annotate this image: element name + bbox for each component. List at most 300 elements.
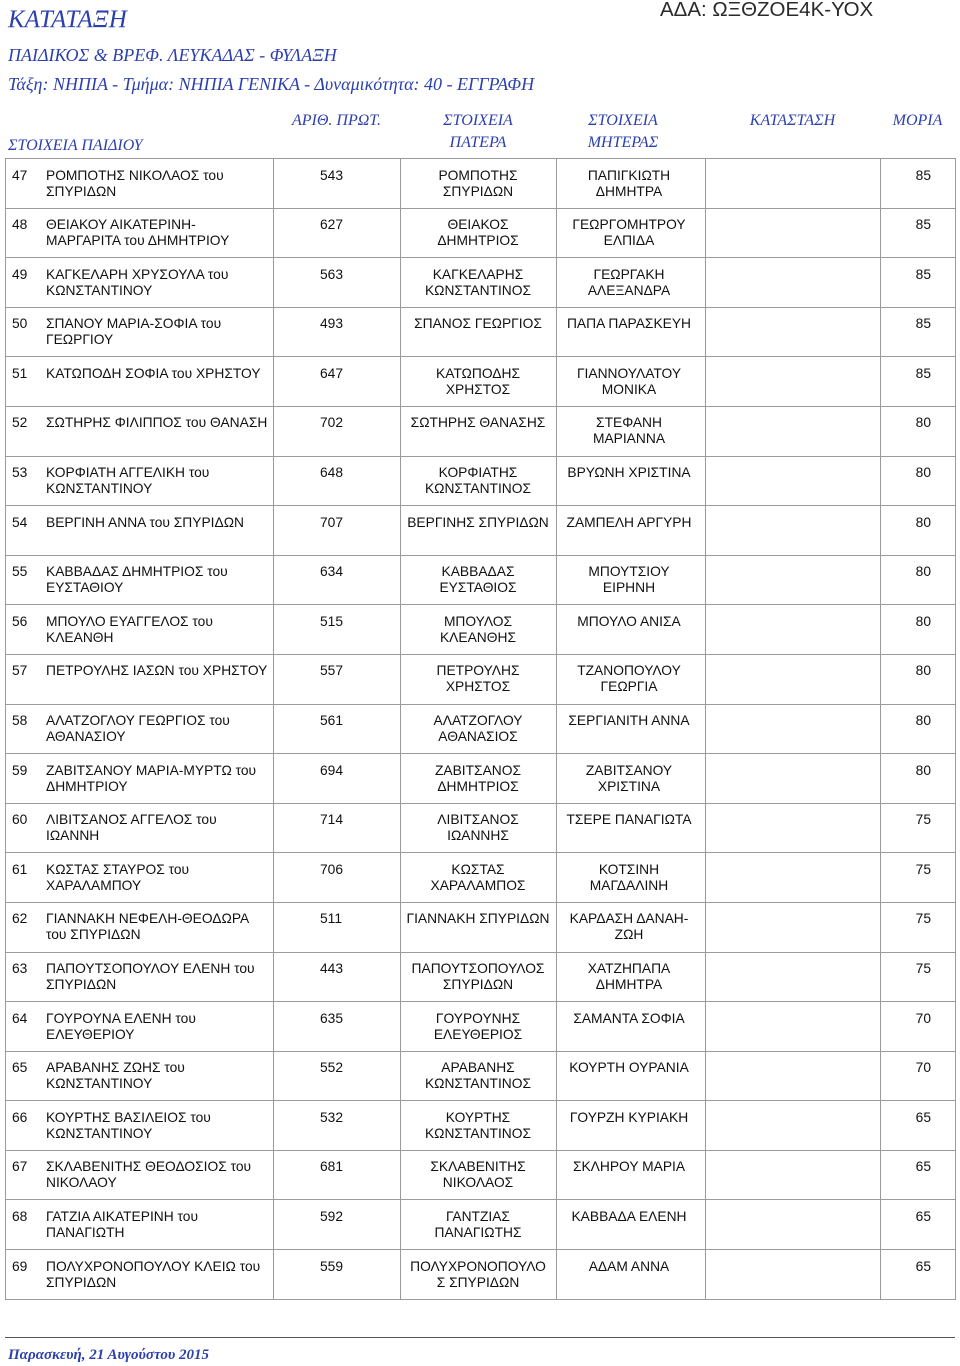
table-row <box>5 804 955 854</box>
mother-name <box>556 1011 702 1027</box>
father-name <box>400 217 556 249</box>
mother-name-line: ΠΑΠΙΓΚΙΩΤΗ <box>587 167 671 183</box>
father-name-line: ΜΠΟΥΛΟΣ <box>443 613 513 629</box>
column-header-mother-line: ΜΗΤΕΡΑΣ <box>587 134 659 151</box>
table-row <box>5 1151 955 1201</box>
points: 80 <box>915 762 931 778</box>
child-name-line: ΣΚΛΑΒΕΝΙΤΗΣ ΘΕΟΔΟΣΙΟΣ του <box>46 1159 252 1175</box>
father-name-line: ΡΟΜΠΟΤΗΣ <box>438 167 518 183</box>
father-name <box>400 911 556 927</box>
table-row <box>5 556 955 606</box>
mother-name-line: ΣΤΕΦΑΝΗ <box>596 415 662 431</box>
mother-name-line: ΤΖΑΝΟΠΟΥΛΟΥ <box>577 663 681 679</box>
mother-name <box>556 1259 702 1275</box>
child-name-line: ΑΛΑΤΖΟΓΛΟΥ ΓΕΩΡΓΙΟΣ του <box>46 713 230 729</box>
table-row <box>5 1002 955 1052</box>
mother-name-line: ΕΛΠΙΔΑ <box>603 233 655 249</box>
child-name <box>46 614 213 646</box>
mother-name-line: ΠΑΠΑ ΠΑΡΑΣΚΕΥΗ <box>566 316 692 332</box>
child-name-line: ΣΠΑΝΟΥ ΜΑΡΙΑ-ΣΟΦΙΑ του <box>46 316 222 332</box>
table-row <box>5 1200 955 1250</box>
child-name <box>46 515 244 531</box>
points: 85 <box>915 266 931 282</box>
points: 85 <box>915 365 931 381</box>
father-name <box>400 763 556 795</box>
table-row <box>5 853 955 903</box>
column-header-father-line: ΣΤΟΙΧΕΙΑ <box>443 112 513 129</box>
mother-name-line: ΓΕΩΡΓΙΑ <box>600 679 658 695</box>
table-row <box>5 655 955 705</box>
father-name-line: ΣΠΑΝΟΣ ΓΕΩΡΓΙΟΣ <box>414 316 542 332</box>
row-number: 59 <box>12 762 28 778</box>
mother-name-line: ΚΟΥΡΤΗ ΟΥΡΑΝΙΑ <box>569 1060 689 1076</box>
father-name-line: ΛΙΒΙΤΣΑΝΟΣ <box>437 812 519 828</box>
father-name-line: ΓΑΝΤΖΙΑΣ <box>446 1208 510 1224</box>
row-number: 52 <box>12 415 28 431</box>
protocol-number: 493 <box>320 316 344 332</box>
mother-name-line: ΧΑΤΖΗΠΑΠΑ <box>587 961 671 976</box>
mother-name-line: ΜΠΟΥΤΣΙΟΥ <box>588 564 670 580</box>
protocol-number: 706 <box>320 861 344 877</box>
protocol-number: 647 <box>320 365 344 381</box>
child-name-line: ΜΠΟΥΛΟ ΕΥΑΓΓΕΛΟΣ του <box>46 613 213 629</box>
child-name <box>46 267 228 299</box>
father-name-line: ΔΗΜΗΤΡΙΟΣ <box>437 233 519 249</box>
mother-name-line: ΜΑΡΙΑΝΝΑ <box>592 431 666 447</box>
child-name <box>46 1011 196 1043</box>
table-row <box>5 953 955 1003</box>
child-name-line: ΒΕΡΓΙΝΗ ΑΝΝΑ του ΣΠΥΡΙΔΩΝ <box>46 514 244 530</box>
points: 70 <box>915 1060 931 1076</box>
father-name <box>400 812 556 844</box>
points: 80 <box>915 415 931 431</box>
child-name-line: του ΣΠΥΡΙΔΩΝ <box>46 927 141 943</box>
table-row <box>5 308 955 358</box>
child-name-line: ΓΟΥΡΟΥΝΑ ΕΛΕΝΗ του <box>46 1010 196 1026</box>
mother-name <box>556 168 702 200</box>
father-name <box>400 415 556 431</box>
father-name-line: ΚΛΕΑΝΘΗΣ <box>439 629 516 645</box>
child-name-line: ΝΙΚΟΛΑΟΥ <box>46 1175 117 1191</box>
child-name <box>46 217 229 249</box>
mother-name-line: ΖΑΜΠΕΛΗ ΑΡΓΥΡΗ <box>566 514 692 530</box>
mother-name <box>556 961 702 993</box>
row-number: 48 <box>12 217 28 233</box>
table-body <box>5 158 955 1300</box>
column-header-points: ΜΟΡΙΑ <box>892 112 943 129</box>
father-name-line: ΠΑΠΟΥΤΣΟΠΟΥΛΟΣ <box>411 961 545 976</box>
father-name-line: ΣΠΥΡΙΔΩΝ <box>442 977 514 992</box>
points: 65 <box>915 1258 931 1274</box>
row-number: 58 <box>12 713 28 729</box>
points: 75 <box>915 812 931 828</box>
column-header-child: ΣΤΟΙΧΕΙΑ ΠΑΙΔΙΟΥ <box>8 137 143 154</box>
father-name-line: ΚΩΝΣΤΑΝΤΙΝΟΣ <box>424 1125 532 1141</box>
child-name-line: ΠΑΠΟΥΤΣΟΠΟΥΛΟΥ ΕΛΕΝΗ του <box>46 961 255 976</box>
father-name <box>400 1159 556 1191</box>
protocol-number: 532 <box>320 1109 344 1125</box>
child-name-line: ΕΛΕΥΘΕΡΙΟΥ <box>46 1026 135 1042</box>
father-name-line: ΑΡΑΒΑΝΗΣ <box>441 1060 515 1076</box>
row-number: 62 <box>12 911 28 927</box>
points: 85 <box>915 167 931 183</box>
child-name-line: ΣΠΥΡΙΔΩΝ <box>46 1274 117 1290</box>
mother-name-line: ΤΣΕΡΕ ΠΑΝΑΓΙΩΤΑ <box>566 812 692 828</box>
mother-name-line: ΜΟΝΙΚΑ <box>601 381 657 397</box>
protocol-number: 592 <box>320 1208 344 1224</box>
row-number: 68 <box>12 1208 28 1224</box>
father-name <box>400 267 556 299</box>
father-name-line: ΠΕΤΡΟΥΛΗΣ <box>436 663 520 679</box>
child-name-line: ΜΑΡΓΑΡΙΤΑ του ΔΗΜΗΤΡΙΟΥ <box>46 233 230 249</box>
father-name-line: ΧΑΡΑΛΑΜΠΟΣ <box>430 877 526 893</box>
protocol-number: 648 <box>320 465 344 481</box>
column-header-mother-line: ΣΤΟΙΧΕΙΑ <box>588 112 658 129</box>
footer-divider <box>5 1337 955 1338</box>
father-name-line: ΧΡΗΣΤΟΣ <box>445 381 511 397</box>
row-number: 57 <box>12 663 28 679</box>
father-name <box>400 614 556 646</box>
child-name-line: ΚΩΝΣΤΑΝΤΙΝΟΥ <box>46 282 153 298</box>
mother-name <box>556 713 702 729</box>
child-name <box>46 1259 260 1291</box>
ada-code: ΑΔΑ: ΩΞΘΖΟΕ4Κ-ΥΟΧ <box>660 0 874 21</box>
protocol-number: 702 <box>320 415 344 431</box>
child-name-line: ΚΩΝΣΤΑΝΤΙΝΟΥ <box>46 1125 153 1141</box>
child-name-line: ΖΑΒΙΤΣΑΝΟΥ ΜΑΡΙΑ-ΜΥΡΤΩ του <box>46 762 257 778</box>
points: 70 <box>915 1010 931 1026</box>
father-name-line: ΣΠΥΡΙΔΩΝ <box>442 183 514 199</box>
column-header-protocol: ΑΡΙΘ. ΠΡΩΤ. <box>291 112 382 129</box>
row-number: 67 <box>12 1159 28 1175</box>
points: 85 <box>915 217 931 233</box>
child-name <box>46 168 224 200</box>
child-name <box>46 911 249 943</box>
child-name-line: ΣΩΤΗΡΗΣ ΦΙΛΙΠΠΟΣ του ΘΑΝΑΣΗ <box>46 415 268 431</box>
father-name-line: ΓΙΑΝΝΑΚΗ ΣΠΥΡΙΔΩΝ <box>406 911 550 927</box>
column-header-father <box>400 110 556 154</box>
mother-name-line: ΔΗΜΗΤΡΑ <box>595 183 663 199</box>
protocol-number: 714 <box>320 812 344 828</box>
row-number: 55 <box>12 564 28 580</box>
protocol-number: 681 <box>320 1159 344 1175</box>
mother-name <box>556 564 702 596</box>
points: 65 <box>915 1208 931 1224</box>
mother-name-line: ΓΟΥΡΖΗ ΚΥΡΙΑΚΗ <box>569 1109 689 1125</box>
father-name <box>400 465 556 497</box>
child-name <box>46 1159 251 1191</box>
table-row <box>5 1250 955 1300</box>
child-name <box>46 812 217 844</box>
mother-name-line: ΒΡΥΩΝΗ ΧΡΙΣΤΙΝΑ <box>567 465 691 481</box>
mother-name-line: ΓΕΩΡΓΟΜΗΤΡΟΥ <box>572 217 686 233</box>
child-name <box>46 1110 211 1142</box>
table-row <box>5 457 955 507</box>
mother-name <box>556 1110 702 1126</box>
table-row <box>5 754 955 804</box>
points: 65 <box>915 1109 931 1125</box>
child-name-line: ΛΙΒΙΤΣΑΝΟΣ ΑΓΓΕΛΟΣ του <box>46 812 217 828</box>
child-name <box>46 763 256 795</box>
table-row <box>5 1052 955 1102</box>
child-name-line: ΚΑΤΩΠΟΔΗ ΣΟΦΙΑ του ΧΡΗΣΤΟΥ <box>46 365 261 381</box>
column-divider <box>273 158 274 1300</box>
mother-name <box>556 862 702 894</box>
child-name <box>46 1060 185 1092</box>
table-row <box>5 407 955 457</box>
child-name-line: ΕΥΣΤΑΘΙΟΥ <box>46 580 124 596</box>
row-number: 66 <box>12 1109 28 1125</box>
child-name-line: ΠΟΛΥΧΡΟΝΟΠΟΥΛΟΥ ΚΛΕΙΩ του <box>46 1258 261 1274</box>
father-name-line: ΚΩΝΣΤΑΝΤΙΝΟΣ <box>424 282 532 298</box>
father-name <box>400 564 556 596</box>
mother-name <box>556 515 702 531</box>
mother-name <box>556 1209 702 1225</box>
mother-name <box>556 267 702 299</box>
father-name-line: ΣΩΤΗΡΗΣ ΘΑΝΑΣΗΣ <box>410 415 546 431</box>
row-number: 61 <box>12 861 28 877</box>
points: 75 <box>915 861 931 877</box>
institution-title: ΠΑΙΔΙΚΟΣ & ΒΡΕΦ. ΛΕΥΚΑΔΑΣ - ΦΥΛΑΞΗ <box>8 45 337 65</box>
father-name <box>400 1110 556 1142</box>
mother-name <box>556 217 702 249</box>
father-name <box>400 515 556 531</box>
column-divider <box>880 158 881 1300</box>
row-number: 49 <box>12 266 28 282</box>
child-name-line: ΣΠΥΡΙΔΩΝ <box>46 183 117 199</box>
column-divider <box>556 158 557 1300</box>
table-row <box>5 605 955 655</box>
points: 65 <box>915 1159 931 1175</box>
mother-name-line: ΣΕΡΓΙΑΝΙΤΗ ΑΝΝΑ <box>568 713 690 729</box>
protocol-number: 443 <box>320 961 344 976</box>
father-name-line: ΑΘΑΝΑΣΙΟΣ <box>438 729 518 745</box>
father-name-line: ΑΛΑΤΖΟΓΛΟΥ <box>433 713 523 729</box>
mother-name-line: ΖΑΒΙΤΣΑΝΟΥ <box>585 762 673 778</box>
father-name-line: ΠΟΛΥΧΡΟΝΟΠΟΥΛΟ <box>410 1258 546 1274</box>
mother-name-line: ΚΟΤΣΙΝΗ <box>598 861 660 877</box>
child-name-line: ΡΟΜΠΟΤΗΣ ΝΙΚΟΛΑΟΣ του <box>46 167 224 183</box>
document-title: ΚΑΤΑΤΑΞΗ <box>8 6 127 33</box>
protocol-number: 563 <box>320 266 344 282</box>
row-number: 51 <box>12 365 28 381</box>
protocol-number: 515 <box>320 613 344 629</box>
row-number: 65 <box>12 1060 28 1076</box>
child-name-line: ΧΑΡΑΛΑΜΠΟΥ <box>46 877 142 893</box>
mother-name <box>556 812 702 828</box>
mother-name-line: ΕΙΡΗΝΗ <box>602 580 656 596</box>
mother-name-line: ΔΗΜΗΤΡΑ <box>595 977 663 992</box>
class-info: Τάξη: ΝΗΠΙΑ - Τμήμα: ΝΗΠΙΑ ΓΕΝΙΚΑ - Δυναμικότητα: 40 - ΕΓΓΡΑΦΗ <box>8 74 535 94</box>
father-name <box>400 1259 556 1291</box>
child-name <box>46 316 221 348</box>
father-name-line: ΔΗΜΗΤΡΙΟΣ <box>437 778 519 794</box>
points: 85 <box>915 316 931 332</box>
table-border-right <box>955 158 956 1300</box>
father-name-line: ΚΩΝΣΤΑΝΤΙΝΟΣ <box>424 481 532 497</box>
mother-name-line: ΓΙΑΝΝΟΥΛΑΤΟΥ <box>576 365 682 381</box>
mother-name-line: ΜΑΓΔΑΛΙΝΗ <box>589 877 669 893</box>
child-name <box>46 961 255 993</box>
protocol-number: 694 <box>320 762 344 778</box>
child-name <box>46 415 267 431</box>
row-number: 56 <box>12 613 28 629</box>
table-row <box>5 506 955 556</box>
mother-name-line: ΧΡΙΣΤΙΝΑ <box>597 778 661 794</box>
father-name-line: ΖΑΒΙΤΣΑΝΟΣ <box>434 762 522 778</box>
mother-name <box>556 465 702 481</box>
protocol-number: 634 <box>320 564 344 580</box>
child-name-line: ΚΛΕΑΝΘΗ <box>46 629 114 645</box>
points: 80 <box>915 465 931 481</box>
child-name <box>46 663 267 679</box>
child-name-line: ΓΙΑΝΝΑΚΗ ΝΕΦΕΛΗ-ΘΕΟΔΩΡΑ <box>46 911 250 927</box>
mother-name <box>556 366 702 398</box>
mother-name <box>556 316 702 332</box>
protocol-number: 707 <box>320 514 344 530</box>
father-name <box>400 1011 556 1043</box>
father-name <box>400 663 556 695</box>
child-name-line: ΠΕΤΡΟΥΛΗΣ ΙΑΣΩΝ του ΧΡΗΣΤΟΥ <box>46 663 268 679</box>
points: 80 <box>915 514 931 530</box>
table-row <box>5 209 955 259</box>
column-header-status: ΚΑΤΑΣΤΑΣΗ <box>749 112 836 129</box>
father-name-line: ΚΑΒΒΑΔΑΣ <box>441 564 515 580</box>
mother-name-line: ΚΑΡΔΑΣΗ ΔΑΝΑΗ- <box>569 911 689 927</box>
column-header-mother <box>550 110 696 154</box>
mother-name-line: ΚΑΒΒΑΔΑ ΕΛΕΝΗ <box>571 1208 687 1224</box>
protocol-number: 561 <box>320 713 344 729</box>
father-name <box>400 1060 556 1092</box>
father-name <box>400 168 556 200</box>
mother-name <box>556 763 702 795</box>
row-number: 63 <box>12 961 28 976</box>
child-name-line: ΚΑΒΒΑΔΑΣ ΔΗΜΗΤΡΙΟΣ του <box>46 564 228 580</box>
child-name <box>46 366 261 382</box>
father-name-line: ΘΕΙΑΚΟΣ <box>447 217 509 233</box>
table-row <box>5 1101 955 1151</box>
father-name-line: ΠΑΝΑΓΙΩΤΗΣ <box>434 1224 522 1240</box>
child-name-line: ΑΘΑΝΑΣΙΟΥ <box>46 729 126 745</box>
mother-name-line: ΜΠΟΥΛΟ ΑΝΙΣΑ <box>577 613 681 629</box>
mother-name-line: ΖΩΗ <box>614 927 644 943</box>
father-name <box>400 316 556 332</box>
child-name-line: ΑΡΑΒΑΝΗΣ ΖΩΗΣ του <box>46 1060 185 1076</box>
mother-name <box>556 911 702 943</box>
table-row <box>5 705 955 755</box>
father-name-line: ΚΑΤΩΠΟΔΗΣ <box>436 365 520 381</box>
child-name <box>46 1209 198 1241</box>
father-name-line: ΣΚΛΑΒΕΝΙΤΗΣ <box>430 1159 526 1175</box>
child-name-line: ΚΟΥΡΤΗΣ ΒΑΣΙΛΕΙΟΣ του <box>46 1109 211 1125</box>
table-row <box>5 258 955 308</box>
child-name-line: ΣΠΥΡΙΔΩΝ <box>46 977 117 992</box>
row-number: 54 <box>12 514 28 530</box>
mother-name-line: ΣΚΛΗΡΟΥ ΜΑΡΙΑ <box>572 1159 686 1175</box>
father-name-line: ΕΛΕΥΘΕΡΙΟΣ <box>433 1026 523 1042</box>
protocol-number: 511 <box>320 911 342 927</box>
child-name-line: ΓΕΩΡΓΙΟΥ <box>46 332 114 348</box>
protocol-number: 635 <box>320 1010 344 1026</box>
child-name-line: ΙΩΑΝΝΗ <box>46 828 100 844</box>
father-name-line: ΚΩΝΣΤΑΝΤΙΝΟΣ <box>424 1076 532 1092</box>
child-name <box>46 862 189 894</box>
father-name-line: ΕΥΣΤΑΘΙΟΣ <box>439 580 517 596</box>
father-name-line: ΧΡΗΣΤΟΣ <box>445 679 511 695</box>
table-border-left <box>5 158 6 1300</box>
row-number: 53 <box>12 465 28 481</box>
points: 80 <box>915 613 931 629</box>
child-name-line: ΠΑΝΑΓΙΩΤΗ <box>46 1224 125 1240</box>
results-table <box>0 158 960 1300</box>
mother-name-line: ΓΕΩΡΓΑΚΗ <box>593 266 665 282</box>
row-number: 64 <box>12 1010 28 1026</box>
father-name <box>400 1209 556 1241</box>
mother-name <box>556 663 702 695</box>
row-number: 47 <box>12 167 28 183</box>
table-row <box>5 159 955 209</box>
father-name <box>400 961 556 993</box>
child-name-line: ΚΟΡΦΙΑΤΗ ΑΓΓΕΛΙΚΗ του <box>46 465 210 481</box>
protocol-number: 627 <box>320 217 344 233</box>
father-name <box>400 713 556 745</box>
row-number: 50 <box>12 316 28 332</box>
child-name-line: ΚΩΝΣΤΑΝΤΙΝΟΥ <box>46 481 153 497</box>
father-name-line: ΓΟΥΡΟΥΝΗΣ <box>435 1010 521 1026</box>
points: 80 <box>915 663 931 679</box>
table-row <box>5 357 955 407</box>
points: 75 <box>915 911 931 927</box>
child-name <box>46 564 228 596</box>
protocol-number: 559 <box>320 1258 344 1274</box>
child-name-line: ΔΗΜΗΤΡΙΟΥ <box>46 778 128 794</box>
father-name-line: ΝΙΚΟΛΑΟΣ <box>442 1175 514 1191</box>
protocol-number: 552 <box>320 1060 344 1076</box>
child-name <box>46 713 230 745</box>
column-header-father-line: ΠΑΤΕΡΑ <box>449 134 507 151</box>
table-row <box>5 903 955 953</box>
father-name <box>400 366 556 398</box>
father-name-line: ΚΟΥΡΤΗΣ <box>445 1109 511 1125</box>
father-name-line: ΙΩΑΝΝΗΣ <box>447 828 509 844</box>
mother-name <box>556 1060 702 1076</box>
child-name-line: ΚΩΣΤΑΣ ΣΤΑΥΡΟΣ του <box>46 861 190 877</box>
father-name-line: Σ ΣΠΥΡΙΔΩΝ <box>436 1274 520 1290</box>
footer-date: Παρασκευή, 21 Αυγούστου 2015 <box>8 1347 210 1363</box>
father-name <box>400 862 556 894</box>
protocol-number: 543 <box>320 167 344 183</box>
mother-name-line: ΣΑΜΑΝΤΑ ΣΟΦΙΑ <box>573 1010 685 1026</box>
column-divider <box>400 158 401 1300</box>
mother-name-line: ΑΔΑΜ ΑΝΝΑ <box>588 1258 670 1274</box>
mother-name-line: ΑΛΕΞΑΝΔΡΑ <box>587 282 671 298</box>
child-name-line: ΚΑΓΚΕΛΑΡΗ ΧΡΥΣΟΥΛΑ του <box>46 266 229 282</box>
row-number: 60 <box>12 812 28 828</box>
father-name-line: ΚΑΓΚΕΛΑΡΗΣ <box>432 266 524 282</box>
child-name-line: ΘΕΙΑΚΟΥ ΑΙΚΑΤΕΡΙΝΗ- <box>46 217 196 233</box>
protocol-number: 557 <box>320 663 344 679</box>
child-name <box>46 465 209 497</box>
father-name-line: ΒΕΡΓΙΝΗΣ ΣΠΥΡΙΔΩΝ <box>407 514 549 530</box>
child-name-line: ΚΩΝΣΤΑΝΤΙΝΟΥ <box>46 1076 153 1092</box>
points: 75 <box>915 961 931 976</box>
mother-name <box>556 1159 702 1175</box>
points: 80 <box>915 713 931 729</box>
father-name-line: ΚΟΡΦΙΑΤΗΣ <box>438 465 518 481</box>
column-divider <box>705 158 706 1300</box>
father-name-line: ΚΩΣΤΑΣ <box>451 861 505 877</box>
points: 80 <box>915 564 931 580</box>
